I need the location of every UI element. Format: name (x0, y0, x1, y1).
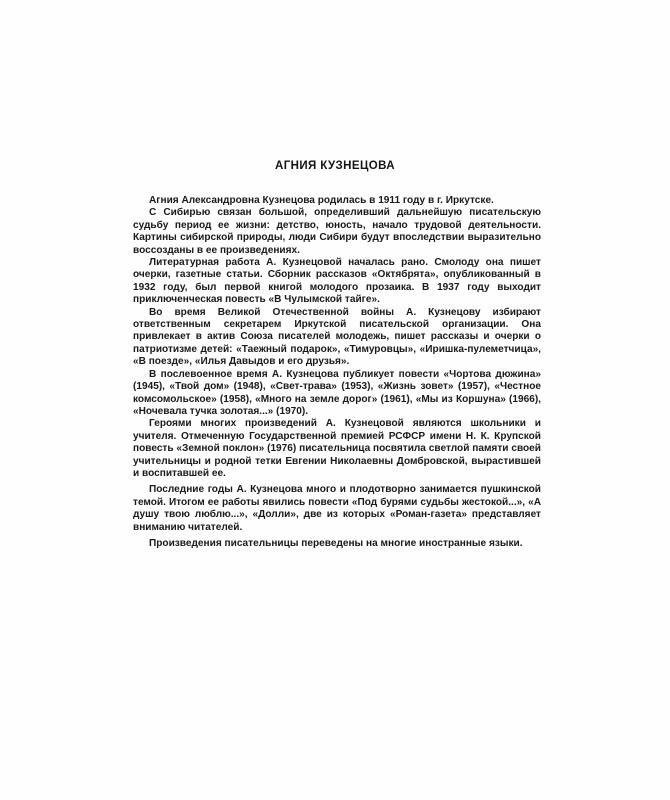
paragraph-heroes: Героями многих произведений А. Кузнецовой являются школьники и учителя. Отмеченную Государственной премией РСФСР имени Н. К. Крупской повесть «Земной поклон» (1976) писательница посвятила светлой памяти своей учительницы и родной тетки Евгении Николаевны Домбровской, вырастившей и воспитавшей ее. (133, 418, 541, 479)
paragraph-pushkin: Последние годы А. Кузнецова много и плодотворно занимается пушкинской темой. Итогом ее работы явились повести «Под бурями судьбы жестокой...», «А душу твою люблю...», «Долли», две из которых «Роман-газета» представляет вниманию читателей. (133, 484, 541, 533)
paragraph-war-years: Во время Великой Отечественной войны А. Кузнецову избирают ответственным секретарем Иркутской писательской организации. Она привлекает в актив Союза писателей молодежь, пишет рассказы и очерки о патриотизме детей: «Таежный подарок», «Тимуровцы», «Иришка-пулеметчица», «В поезде», «Илья Давыдов и его друзья». (133, 306, 541, 368)
paragraph-literary-start: Литературная работа А. Кузнецовой началась рано. Смолоду она пишет очерки, газетные статьи. Сборник рассказов «Октябрята», опубликованный в 1932 году, был первой книгой молодого прозаика. В 1937 году выходит приключенческая повесть «В Чулымской тайге». (133, 257, 541, 306)
paragraph-postwar: В послевоенное время А. Кузнецова публикует повести «Чортова дюжина» (1945), «Твой дом» (1948), «Свет-трава» (1953), «Жизнь зовет» (1957), «Честное комсомольское» (1958), «Много на земле дорог» (1961), «Мы из Коршуна» (1966), «Ночевала тучка золотая...» (1970). (133, 368, 541, 417)
body-text (133, 195, 541, 550)
page-title: АГНИЯ КУЗНЕЦОВА (275, 160, 395, 172)
paragraph-translations: Произведения писательницы переведены на многие иностранные языки. (149, 537, 523, 549)
paragraph-birth: Агния Александровна Кузнецова родилась в 1911 году в г. Иркутске. (149, 195, 494, 206)
paragraph-siberia: С Сибирью связан большой, определивший дальнейшую писательскую судьбу период ее жизни: детство, юность, начало трудовой деятельности. Картины сибирской природы, люди Сибири будут впоследствии выразительно воссозданы в ее произведениях. (133, 207, 541, 256)
